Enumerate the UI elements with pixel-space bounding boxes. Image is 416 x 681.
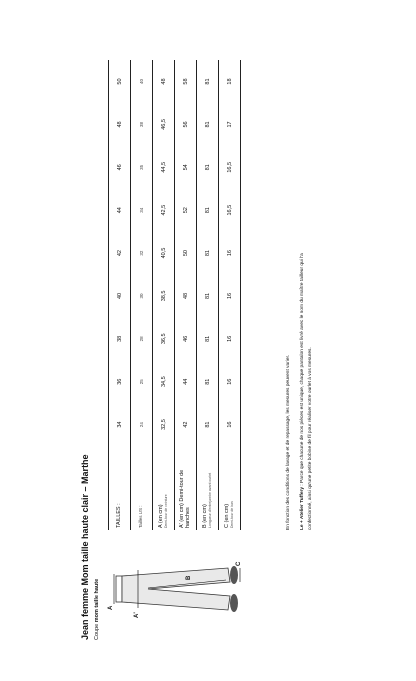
table-cell: 18 [219, 60, 241, 103]
atelier-note-text: : Parce que chacune de nos pièces est unique, chaque pantalon est livré avec le nom du maître tailleur qui l'a [300, 253, 305, 487]
product-subtitle [94, 579, 100, 640]
label-a: A [108, 605, 114, 610]
table-cell: 81 [197, 317, 219, 360]
table-cell: 81 [197, 146, 219, 189]
table-cell: 38 [109, 317, 131, 360]
table-cell: 16 [219, 403, 241, 446]
product-title: Jean femme Mom taille haute clair – Marthe [80, 454, 90, 640]
table-cell: 38,5 [153, 275, 175, 318]
table-cell: 16,5 [219, 189, 241, 232]
washing-note: En fonction des conditions de lavage et de repassage, les mesures peuvent varier. [286, 354, 291, 530]
table-cell: 81 [197, 60, 219, 103]
table-cell: 81 [197, 360, 219, 403]
subtitle-cut: mom taille haute [94, 578, 100, 623]
atelier-note-continued: confectionné, ainsi qu'une petite bobine de fil pour réaliser votre ourlet à vos mesures. [308, 347, 313, 530]
row-label-cell [219, 446, 241, 530]
jeans-measurement-figure [108, 520, 268, 640]
table-cell: 56 [175, 103, 197, 146]
row-label-cell [131, 446, 153, 530]
table-cell: 81 [197, 103, 219, 146]
row-label-cell [153, 446, 175, 530]
table-cell: 16 [219, 275, 241, 318]
table-cell: 32,5 [153, 403, 175, 446]
table-cell: 44 [175, 360, 197, 403]
table-cell: 38 [131, 103, 153, 146]
table-cell: 81 [197, 189, 219, 232]
table-cell: 58 [175, 60, 197, 103]
table-cell: 34 [131, 189, 153, 232]
row-label: A' (en cm) Demi-tour de hanches [178, 469, 191, 528]
table-cell: 44 [109, 189, 131, 232]
atelier-note [300, 253, 305, 530]
label-a-prime: A' [134, 612, 140, 618]
table-cell: 32 [131, 232, 153, 275]
table-cell: 81 [197, 232, 219, 275]
table-cell: 46,5 [153, 103, 175, 146]
table-cell: 40 [109, 275, 131, 318]
table-cell: 48 [109, 103, 131, 146]
table-cell: 36 [109, 360, 131, 403]
table-row [131, 60, 153, 530]
table-cell: 16 [219, 317, 241, 360]
size-guide-document [78, 40, 338, 640]
table-cell: 16 [219, 360, 241, 403]
table-cell: 48 [175, 275, 197, 318]
table-cell: 34 [109, 403, 131, 446]
table-cell: 30 [131, 275, 153, 318]
table-cell: 81 [197, 275, 219, 318]
row-label: C (en cm) [223, 503, 230, 528]
row-sublabel: Demi-tour de bas [229, 501, 234, 528]
table-cell: 16,5 [219, 146, 241, 189]
table-cell: 25 [131, 360, 153, 403]
label-b: B [186, 575, 192, 580]
table-row [109, 60, 131, 530]
row-label-cell [197, 446, 219, 530]
table-cell: 46 [109, 146, 131, 189]
row-label: Tailles US : [138, 505, 144, 528]
table-cell: 24 [131, 403, 153, 446]
table-cell: 52 [175, 189, 197, 232]
table-cell: 54 [175, 146, 197, 189]
table-row [197, 60, 219, 530]
row-label: TAILLES : [115, 503, 122, 528]
row-sublabel: Longueur d'entrejambe avant ourlet [207, 472, 212, 528]
table-cell: 40,5 [153, 232, 175, 275]
size-table [108, 60, 241, 530]
table-row [153, 60, 175, 530]
table-cell: 35 [131, 146, 153, 189]
table-cell: 34,5 [153, 360, 175, 403]
atelier-note-bold: Le + Atelier Tuffery [300, 486, 305, 530]
table-row [219, 60, 241, 530]
label-c: C [236, 561, 242, 566]
subtitle-prefix: Coupe [94, 623, 100, 640]
table-row [175, 60, 197, 530]
table-cell: 48 [153, 60, 175, 103]
table-cell: 42 [109, 232, 131, 275]
row-label: A (en cm) [157, 504, 164, 528]
row-label: B (en cm) [201, 504, 208, 528]
table-cell: 50 [109, 60, 131, 103]
row-sublabel: Demi-tour de ceinture [163, 494, 168, 528]
table-cell: 50 [175, 232, 197, 275]
table-cell: 81 [197, 403, 219, 446]
table-cell: 40 [131, 60, 153, 103]
row-label-cell [175, 446, 197, 530]
table-cell: 44,5 [153, 146, 175, 189]
table-cell: 36,5 [153, 317, 175, 360]
table-cell: 16 [219, 232, 241, 275]
table-cell: 46 [175, 317, 197, 360]
table-cell: 42,5 [153, 189, 175, 232]
table-cell: 28 [131, 317, 153, 360]
row-label-cell [109, 446, 131, 530]
table-cell: 17 [219, 103, 241, 146]
table-cell: 42 [175, 403, 197, 446]
jeans-illustration [108, 520, 268, 640]
